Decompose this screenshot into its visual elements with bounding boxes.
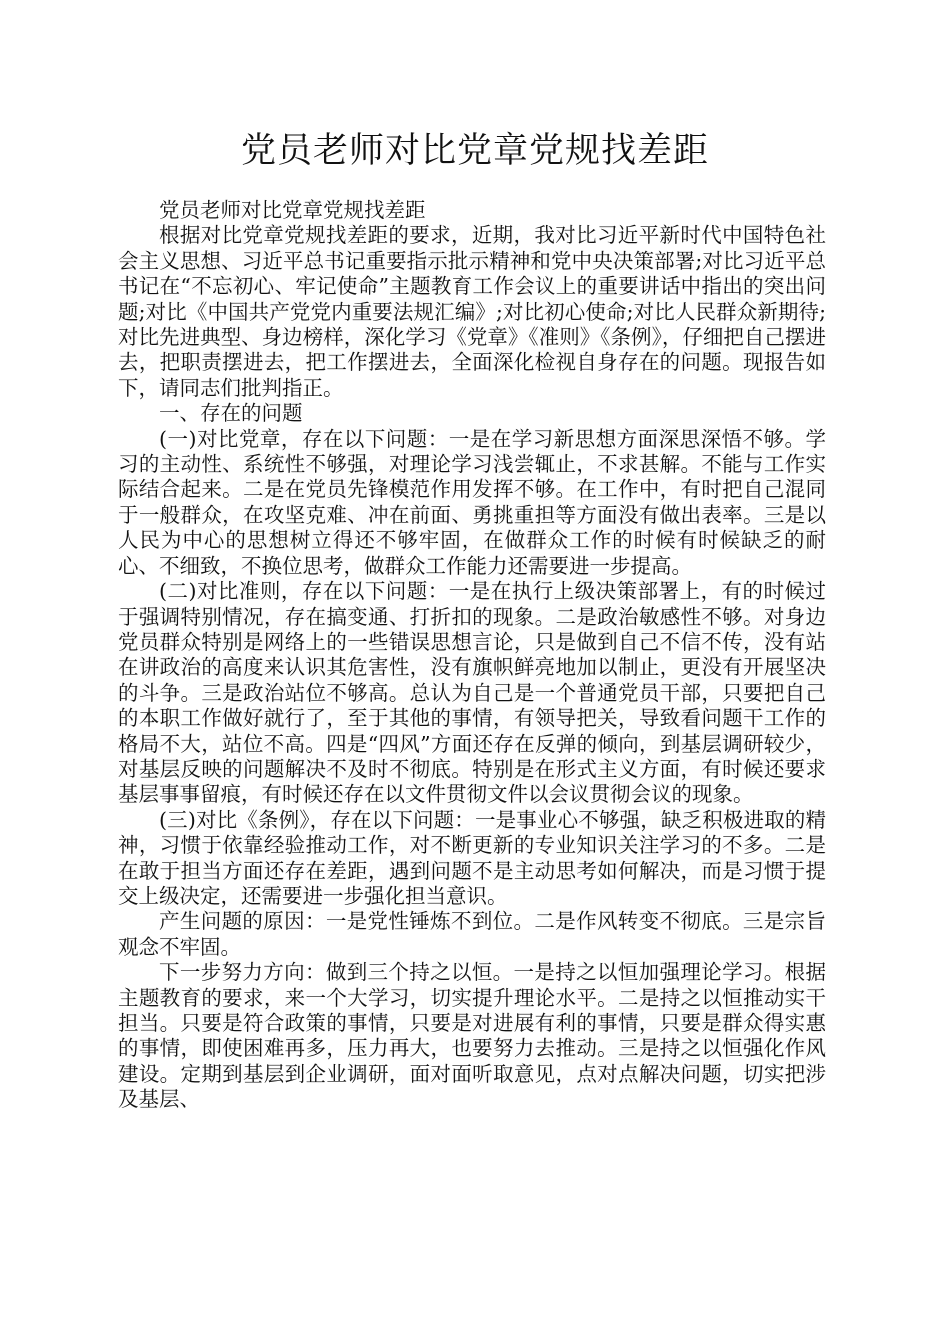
problem-paragraph-regulations: (三)对比《条例》，存在以下问题：一是事业心不够强，缺乏积极进取的精神，习惯于依靠经验推动工作，对不断更新的专业知识关注学习的不多。二是在敢于担当方面还存在差距，遇到问题不是主动思考如何解决，而是习惯于提交上级决定，还需要进一步强化担当意识。 xyxy=(118,807,826,908)
doc-subtitle-paragraph: 党员老师对比党章党规找差距 xyxy=(159,198,426,222)
next-steps-paragraph: 下一步努力方向：做到三个持之以恒。一是持之以恒加强理论学习。根据主题教育的要求，来一个大学习，切实提升理论水平。二是持之以恒推动实干担当。只要是符合政策的事情，只要是对进展有利的事情，只要是群众得实惠的事情，即使困难再多，压力再大，也要努力去推动。三是持之以恒强化作风建设。定期到基层到企业调研，面对面听取意见，点对点解决问题，切实把涉及基层、 xyxy=(118,960,826,1112)
document-title: 党员老师对比党章党规找差距 xyxy=(240,131,709,171)
problem-paragraph-party-constitution: (一)对比党章，存在以下问题：一是在学习新思想方面深思深悟不够。学习的主动性、系统性不够强，对理论学习浅尝辄止，不求甚解。不能与工作实际结合起来。二是在党员先锋模范作用发挥不够。在工作中，有时把自己混同于一般群众，在攻坚克难、冲在前面、勇挑重担等方面没有做出表率。三是以人民为中心的思想树立得还不够牢固，在做群众工作的时候有时候缺乏的耐心、不细致，不换位思考，做群众工作能力还需要进一步提高。 xyxy=(118,426,826,578)
causes-paragraph: 产生问题的原因：一是党性锤炼不到位。二是作风转变不彻底。三是宗旨观念不牢固。 xyxy=(118,909,826,959)
section-heading-problems: 一、存在的问题 xyxy=(159,401,303,426)
document-body xyxy=(118,198,826,1113)
intro-paragraph: 根据对比党章党规找差距的要求，近期，我对比习近平新时代中国特色社会主义思想、习近平总书记重要指示批示精神和党中央决策部署;对比习近平总书记在“不忘初心、牢记使命”主题教育工作会议上的重要讲话中指出的突出问题;对比《中国共产党党内重要法规汇编》;对比初心使命;对比人民群众新期待;对比先进典型、身边榜样，深化学习《党章》《准则》《条例》，仔细把自己摆进去，把职责摆进去，把工作摆进去，全面深化检视自身存在的问题。现报告如下，请同志们批判指正。 xyxy=(118,223,826,400)
problem-paragraph-guidelines: (二)对比准则，存在以下问题：一是在执行上级决策部署上，有的时候过于强调特别情况，存在搞变通、打折扣的现象。二是政治敏感性不够。对身边党员群众特别是网络上的一些错误思想言论，只是做到自己不信不传，没有站在讲政治的高度来认识其危害性，没有旗帜鲜亮地加以制止，更没有开展坚决的斗争。三是政治站位不够高。总认为自己是一个普通党员干部，只要把自己的本职工作做好就行了，至于其他的事情，有领导把关，导致看问题干工作的格局不大，站位不高。四是“四风”方面还存在反弹的倾向，到基层调研较少，对基层反映的问题解决不及时不彻底。特别是在形式主义方面，有时候还要求基层事事留痕，有时候还存在以文件贯彻文件以会议贯彻会议的现象。 xyxy=(118,579,826,807)
